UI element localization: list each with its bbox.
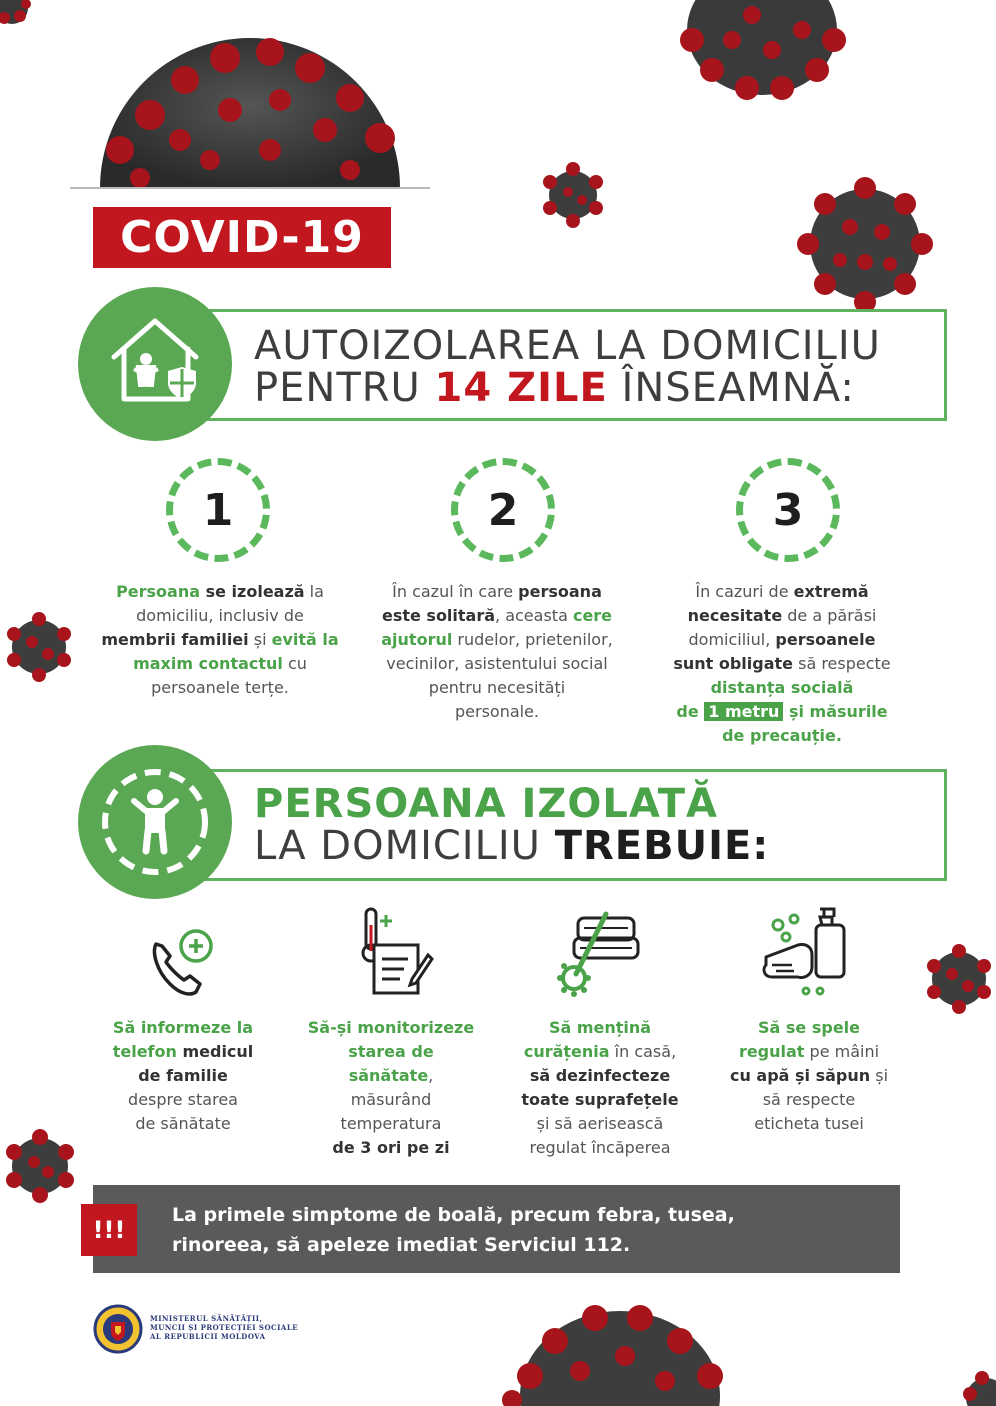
virus-decoration-right-mid (922, 942, 996, 1016)
a2-t4: , (428, 1066, 434, 1085)
a1-t4: de familie (138, 1066, 228, 1085)
cleaning-brush-icon (550, 910, 642, 1002)
a3-t6: și să aerisească (536, 1114, 664, 1133)
s3-t1: În cazuri de (695, 582, 794, 601)
virus-decoration-top-left-small (0, 0, 40, 30)
a2-t6: temperatura (340, 1114, 442, 1133)
section1-title-pre: PENTRU (254, 365, 435, 411)
s3-t4: de a părăsi (782, 606, 877, 625)
section2-title-line1: PERSOANA IZOLATĂ (254, 781, 718, 827)
a2-t3: sănătate (348, 1066, 429, 1085)
step1-text (80, 580, 360, 700)
a4-t6: să respecte (762, 1090, 856, 1109)
a4-t2: regulat (738, 1042, 805, 1061)
s1-t9: cu (282, 654, 307, 673)
a2-t5: măsurând (350, 1090, 432, 1109)
s3-t10: de (676, 702, 705, 721)
a2-t1: Să-și monitorizeze (307, 1018, 475, 1037)
virus-decoration-mid-small (538, 160, 608, 230)
section1-icon-circle (78, 287, 232, 441)
s3-t11: 1 metru (704, 702, 783, 721)
section2-title-line2 (254, 825, 769, 867)
a3-t1: Să mențină (548, 1018, 652, 1037)
section2-title-bold: TREBUIE: (554, 823, 770, 869)
alert-text (172, 1200, 872, 1260)
step3-number: 3 (736, 458, 840, 562)
ministry-line3: AL REPUBLICII MOLDOVA (150, 1332, 266, 1341)
a4-t3: pe mâini (804, 1042, 880, 1061)
alert-icon: !!! (81, 1204, 137, 1256)
s3-t8: să respecte (793, 654, 891, 673)
virus-decoration-bottom-right (956, 1366, 996, 1406)
a2-t7: de 3 ori pe zi (332, 1138, 450, 1157)
coat-of-arms-logo (93, 1302, 143, 1356)
s3-t7: sunt obligate (673, 654, 794, 673)
s1-t7: evită la (271, 630, 339, 649)
section1-title-line1: AUTOIZOLAREA LA DOMICILIU (254, 323, 881, 369)
a1-t5: despre starea (128, 1090, 238, 1109)
step3-text (642, 580, 922, 748)
s1-t3: la (304, 582, 324, 601)
s2-t2: persoana (518, 582, 602, 601)
thermometer-document-icon (356, 905, 438, 997)
s2-t1: În cazul în care (392, 582, 519, 601)
step2-number: 2 (451, 458, 555, 562)
s2-t4: , aceasta (495, 606, 573, 625)
section2-icon-circle (78, 745, 232, 899)
s1-t10: persoanele terțe. (151, 678, 289, 697)
s1-t6: și (248, 630, 272, 649)
s3-t6: persoanele (775, 630, 876, 649)
s3-t5: domiciliul, (688, 630, 776, 649)
a1-t3: medicul (176, 1042, 254, 1061)
s2-t5: cere (572, 606, 613, 625)
a4-t5: și (870, 1066, 889, 1085)
virus-decoration-bottom-center (500, 1296, 740, 1406)
section2-title-pre: LA DOMICILIU (254, 823, 555, 869)
a4-t1: Să se spele (758, 1018, 860, 1037)
s3-t9: distanța socială (710, 678, 854, 697)
action2-text (291, 1016, 491, 1160)
ministry-line1: MINISTERUL SĂNĂTĂȚII, (150, 1314, 263, 1323)
virus-decoration-left-mid (2, 610, 76, 684)
virus-decoration-left-lower (2, 1128, 78, 1204)
action1-text (83, 1016, 283, 1136)
alert-line1: La primele simptome de boală, precum febra, tusea, (172, 1204, 735, 1226)
section1-title-line2 (254, 367, 855, 409)
a2-t2: starea de (348, 1042, 434, 1061)
step1-number: 1 (166, 458, 270, 562)
alert-line2: rinoreea, să apeleze imediat Serviciul 112. (172, 1234, 631, 1256)
s1-t5: membrii familiei (101, 630, 249, 649)
s3-t12: și măsurile (783, 702, 888, 721)
s2-t8: vecinilor, asistentului social (386, 654, 608, 673)
house-shield-icon (78, 287, 232, 441)
s1-t4: domiciliu, inclusiv de (136, 606, 304, 625)
section1-title-days: 14 ZILE (434, 365, 608, 411)
s1-t8: maxim contactul (133, 654, 283, 673)
virus-decoration-right-large (790, 172, 940, 317)
covid-badge: COVID-19 (93, 207, 391, 268)
s2-t9: pentru necesități (428, 678, 566, 697)
isolated-person-icon (78, 745, 232, 899)
virus-decoration-top-right (672, 0, 852, 100)
s2-t3: este solitară (381, 606, 496, 625)
ministry-name (150, 1314, 298, 1341)
a3-t4: să dezinfecteze (529, 1066, 671, 1085)
section1-title-post: ÎNSEAMNĂ: (607, 365, 855, 411)
a3-t2: curățenia (523, 1042, 610, 1061)
s3-t2: extremă (793, 582, 869, 601)
s3-t3: necesitate (687, 606, 783, 625)
a4-t7: eticheta tusei (754, 1114, 864, 1133)
a1-t6: de sănătate (135, 1114, 231, 1133)
phone-plus-icon (138, 922, 218, 1002)
s1-t2: se izolează (200, 582, 305, 601)
s3-t13: de precauție. (722, 726, 842, 745)
ministry-line2: MUNCII ȘI PROTECȚIEI SOCIALE (150, 1323, 299, 1332)
virus-decoration-top-left-large (60, 20, 440, 190)
s2-t6: ajutorul (381, 630, 453, 649)
a3-t5: toate suprafețele (521, 1090, 679, 1109)
s2-t7: rudelor, prietenilor, (452, 630, 613, 649)
a1-t2: telefon (112, 1042, 177, 1061)
handwash-soap-icon (758, 905, 850, 997)
a3-t3: în casă, (609, 1042, 677, 1061)
a1-t1: Să informeze la (112, 1018, 254, 1037)
action4-text (709, 1016, 909, 1136)
s2-t10: personale. (454, 702, 540, 721)
step2-text (357, 580, 637, 724)
a3-t7: regulat încăperea (529, 1138, 671, 1157)
a4-t4: cu apă și săpun (729, 1066, 871, 1085)
s1-t1: Persoana (116, 582, 201, 601)
action3-text (500, 1016, 700, 1160)
